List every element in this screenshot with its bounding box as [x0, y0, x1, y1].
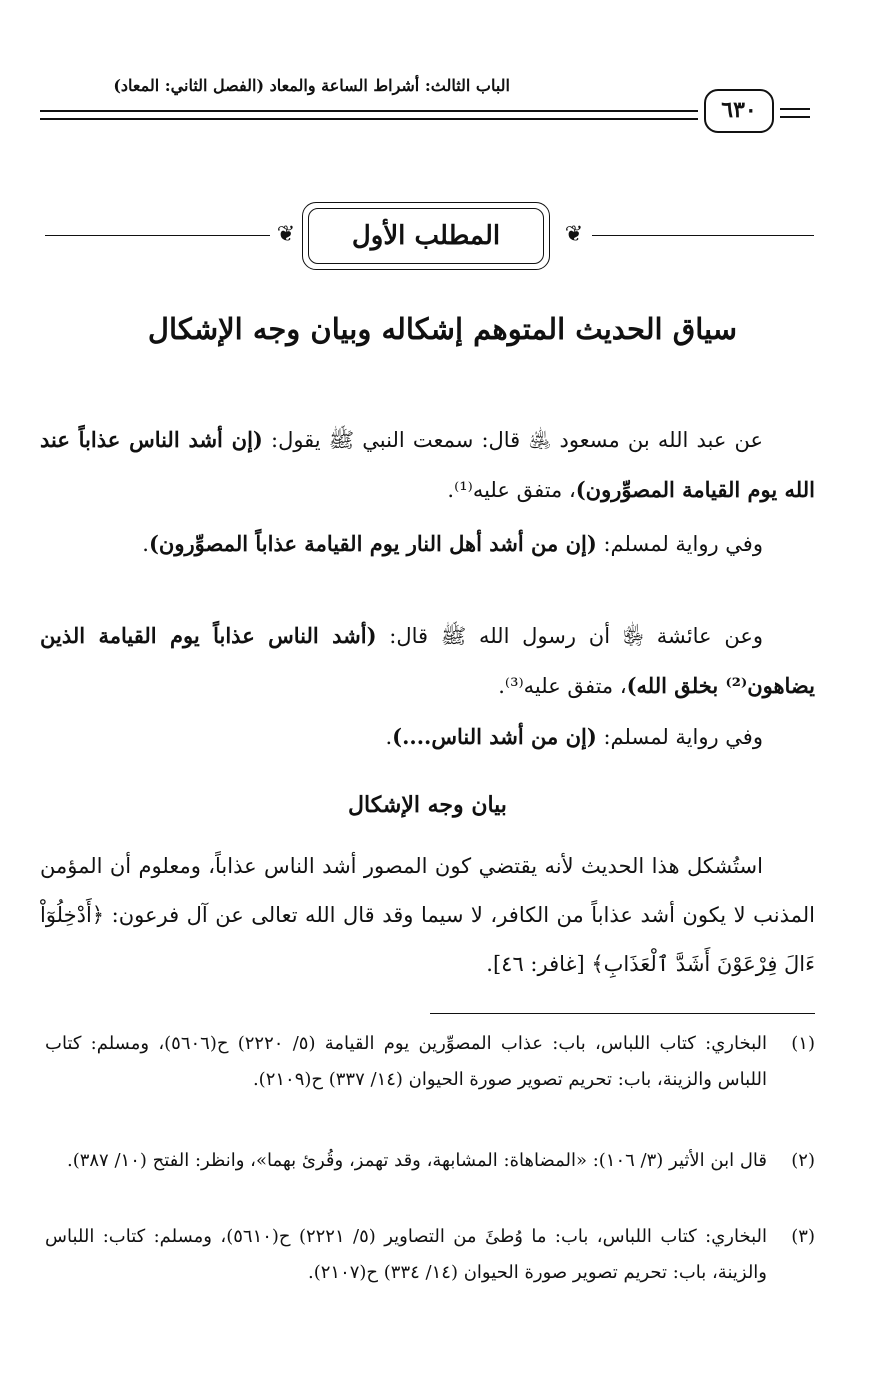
- paragraph-intro: عن عبد الله بن مسعود ﵁ قال: سمعت النبي ﷺ يقول:: [262, 428, 764, 452]
- hadith-quote: (إن من أشد أهل النار يوم القيامة عذاباً المصوِّرون): [148, 531, 597, 556]
- footnote-number: (١): [791, 1033, 815, 1054]
- page-number: ٦٣٠: [704, 89, 774, 133]
- running-header-title: الباب الثالث: أشراط الساعة والمعاد (الفصل الثاني: المعاد): [113, 76, 510, 95]
- explanation-text: استُشكل هذا الحديث لأنه يقتضي كون المصور أشد الناس عذاباً، ومعلوم أن المؤمن المذنب لا يكون أشد عذاباً من الكافر، لا سيما وقد قال الله تعالى عن آل فرعون: ﴿أَدْخِلُوٓاْ ءَالَ فِرْعَوْنَ أَشَدَّ ٱلْعَذَابِ﴾ [غافر: ٤٦].: [40, 854, 815, 976]
- paragraph-intro: وفي رواية لمسلم:: [596, 725, 763, 749]
- ornament-icon: ❦: [276, 222, 296, 247]
- page-number-dash: [780, 108, 810, 110]
- footnote: [45, 1026, 815, 1098]
- footnote: [45, 1143, 815, 1179]
- heading-rule-right: [592, 235, 814, 236]
- footnote-separator: [430, 1013, 815, 1014]
- footnote-text: البخاري: كتاب اللباس، باب: ما وُطئَ من التصاوير (٥/ ٢٢٢١) ح(٥٦١٠)، ومسلم: كتاب: اللباس والزينة، باب: تحريم تصوير صورة الحيوان (١٤/ ٣٣٤) ح(٢١٠٧).: [45, 1226, 768, 1283]
- section-heading: المطلب الأول: [308, 208, 544, 264]
- paragraph-outro: .: [385, 725, 393, 749]
- footnote-text: قال ابن الأثير (٣/ ١٠٦): «المضاهاة: المشابهة، وقد تهمز، وقُرئ بهما»، وانظر: الفتح (١٠/ ٣٨٧).: [66, 1150, 767, 1171]
- hadith-quote: (أشد الناس عذاباً يوم القيامة الذين يضاهون⁽²⁾ بخلق الله): [40, 623, 815, 698]
- ornament-icon: ❦: [564, 222, 584, 247]
- hadith-quote: (إن من أشد الناس....): [392, 724, 597, 749]
- sub-heading: بيان وجه الإشكال: [348, 792, 507, 818]
- explanation-paragraph: [40, 842, 815, 989]
- heading-rule-left: [45, 235, 270, 236]
- hadith-quote: (إن أشد الناس عذاباً عند الله يوم القيامة المصوِّرون): [40, 427, 815, 502]
- header-rule: [40, 110, 698, 112]
- footnote: [45, 1219, 815, 1291]
- paragraph-intro: وعن عائشة ﵂ أن رسول الله ﷺ قال:: [376, 624, 763, 648]
- footnote-text: البخاري: كتاب اللباس، باب: عذاب المصوِّرين يوم القيامة (٥/ ٢٢٢٠) ح(٥٦٠٦)، ومسلم: كتاب اللباس والزينة، باب: تحريم تصوير صورة الحيوان (١٤/ ٣٣٧) ح(٢١٠٩).: [45, 1033, 767, 1090]
- hadith-paragraph: [40, 519, 815, 569]
- hadith-paragraph: [40, 611, 815, 711]
- page-number-dash: [780, 116, 810, 118]
- paragraph-intro: وفي رواية لمسلم:: [596, 532, 763, 556]
- hadith-paragraph: [40, 712, 815, 762]
- footnote-number: (٣): [791, 1226, 815, 1247]
- footnote-number: (٢): [791, 1150, 815, 1171]
- hadith-paragraph: [40, 415, 815, 515]
- paragraph-outro: ، متفق عليه⁽³⁾.: [498, 674, 627, 698]
- header-rule: [40, 118, 698, 120]
- paragraph-outro: .: [142, 532, 149, 556]
- paragraph-outro: ، متفق عليه⁽¹⁾.: [447, 478, 576, 502]
- main-title: سياق الحديث المتوهم إشكاله وبيان وجه الإشكال: [147, 312, 738, 346]
